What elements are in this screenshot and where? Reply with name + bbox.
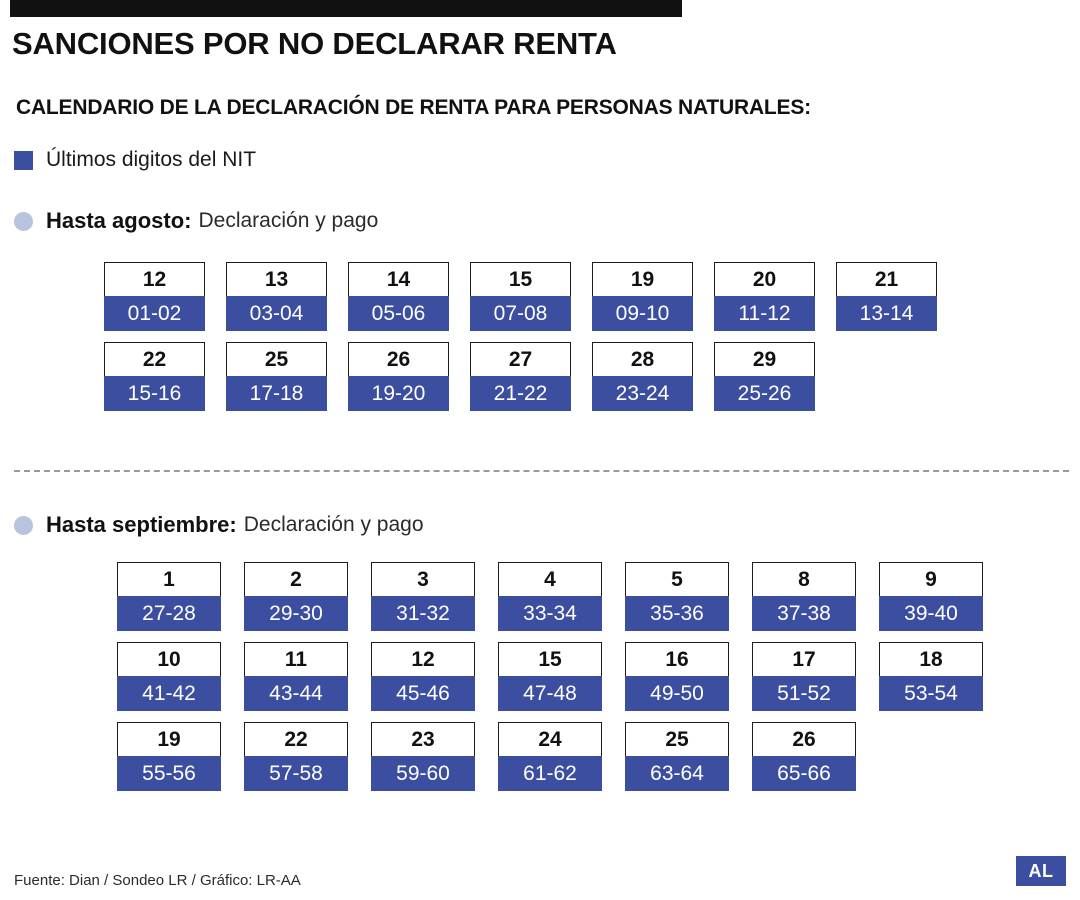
cell-range: 45-46 — [371, 676, 475, 711]
cell-range: 17-18 — [226, 376, 327, 411]
section-subtitle-septiembre: Declaración y pago — [243, 513, 424, 536]
source-credit: Fuente: Dian / Sondeo LR / Gráfico: LR-AA — [14, 872, 301, 889]
cell-day: 25 — [226, 342, 327, 376]
cell-range: 51-52 — [752, 676, 856, 711]
page-title: SANCIONES POR NO DECLARAR RENTA — [12, 26, 617, 61]
cell-day: 11 — [244, 642, 348, 676]
cell-range: 31-32 — [371, 596, 475, 631]
cell-day: 22 — [104, 342, 205, 376]
cell-day: 9 — [879, 562, 983, 596]
cell-day: 19 — [117, 722, 221, 756]
calendar-row — [117, 722, 983, 791]
legend-nit — [14, 148, 256, 172]
cell-day: 10 — [117, 642, 221, 676]
cell-range: 09-10 — [592, 296, 693, 331]
cell-day: 26 — [348, 342, 449, 376]
calendar-grid-septiembre — [117, 562, 983, 791]
cell-range: 47-48 — [498, 676, 602, 711]
cell-day: 18 — [879, 642, 983, 676]
calendar-cell[interactable] — [348, 342, 449, 411]
cell-day: 21 — [836, 262, 937, 296]
section-header-septiembre — [14, 512, 424, 538]
page-subtitle: CALENDARIO DE LA DECLARACIÓN DE RENTA PARA PERSONAS NATURALES: — [16, 96, 811, 119]
section-subtitle-agosto: Declaración y pago — [198, 209, 379, 232]
calendar-cell[interactable] — [348, 262, 449, 331]
cell-day: 8 — [752, 562, 856, 596]
calendar-cell[interactable] — [104, 342, 205, 411]
section-header-agosto — [14, 208, 378, 234]
cell-day: 2 — [244, 562, 348, 596]
section-title-septiembre: Hasta septiembre: — [46, 512, 237, 537]
cell-range: 25-26 — [714, 376, 815, 411]
brand-logo: AL — [1016, 856, 1066, 886]
calendar-cell[interactable] — [879, 562, 983, 631]
cell-day: 23 — [371, 722, 475, 756]
calendar-cell[interactable] — [371, 642, 475, 711]
cell-range: 15-16 — [104, 376, 205, 411]
cell-range: 53-54 — [879, 676, 983, 711]
cell-day: 22 — [244, 722, 348, 756]
cell-day: 26 — [752, 722, 856, 756]
cell-range: 11-12 — [714, 296, 815, 331]
cell-range: 29-30 — [244, 596, 348, 631]
calendar-cell[interactable] — [470, 342, 571, 411]
legend-nit-label: Últimos digitos del NIT — [46, 148, 257, 171]
calendar-row — [117, 562, 983, 631]
cell-range: 49-50 — [625, 676, 729, 711]
cell-range: 41-42 — [117, 676, 221, 711]
calendar-cell[interactable] — [244, 642, 348, 711]
cell-day: 17 — [752, 642, 856, 676]
calendar-cell[interactable] — [714, 262, 815, 331]
calendar-cell[interactable] — [226, 342, 327, 411]
calendar-cell[interactable] — [752, 562, 856, 631]
cell-day: 3 — [371, 562, 475, 596]
calendar-cell[interactable] — [752, 642, 856, 711]
cell-range: 33-34 — [498, 596, 602, 631]
calendar-cell[interactable] — [117, 562, 221, 631]
cell-range: 05-06 — [348, 296, 449, 331]
cell-range: 39-40 — [879, 596, 983, 631]
cell-range: 55-56 — [117, 756, 221, 791]
calendar-cell[interactable] — [371, 722, 475, 791]
cell-range: 03-04 — [226, 296, 327, 331]
cell-day: 24 — [498, 722, 602, 756]
cell-range: 19-20 — [348, 376, 449, 411]
cell-range: 07-08 — [470, 296, 571, 331]
section-title-agosto: Hasta agosto: — [46, 208, 192, 233]
calendar-grid-agosto — [104, 262, 937, 411]
calendar-cell[interactable] — [117, 642, 221, 711]
calendar-cell[interactable] — [836, 262, 937, 331]
cell-range: 61-62 — [498, 756, 602, 791]
cell-day: 27 — [470, 342, 571, 376]
calendar-cell[interactable] — [498, 722, 602, 791]
calendar-cell[interactable] — [625, 562, 729, 631]
cell-day: 1 — [117, 562, 221, 596]
calendar-cell[interactable] — [470, 262, 571, 331]
cell-range: 59-60 — [371, 756, 475, 791]
cell-day: 13 — [226, 262, 327, 296]
calendar-cell[interactable] — [117, 722, 221, 791]
cell-day: 25 — [625, 722, 729, 756]
calendar-cell[interactable] — [498, 642, 602, 711]
calendar-cell[interactable] — [592, 262, 693, 331]
cell-range: 13-14 — [836, 296, 937, 331]
cell-day: 29 — [714, 342, 815, 376]
section-divider — [14, 470, 1069, 472]
bullet-dot-icon — [14, 516, 33, 535]
cell-day: 15 — [470, 262, 571, 296]
calendar-cell[interactable] — [625, 642, 729, 711]
cell-day: 5 — [625, 562, 729, 596]
cell-range: 37-38 — [752, 596, 856, 631]
calendar-cell[interactable] — [625, 722, 729, 791]
cell-day: 20 — [714, 262, 815, 296]
calendar-row — [104, 262, 937, 331]
calendar-cell[interactable] — [104, 262, 205, 331]
cell-range: 23-24 — [592, 376, 693, 411]
calendar-cell[interactable] — [244, 562, 348, 631]
cell-day: 12 — [371, 642, 475, 676]
cell-day: 4 — [498, 562, 602, 596]
calendar-cell[interactable] — [592, 342, 693, 411]
cell-range: 43-44 — [244, 676, 348, 711]
calendar-cell[interactable] — [879, 642, 983, 711]
calendar-cell[interactable] — [498, 562, 602, 631]
cell-range: 65-66 — [752, 756, 856, 791]
legend-square-icon — [14, 151, 33, 170]
cell-range: 21-22 — [470, 376, 571, 411]
cell-range: 27-28 — [117, 596, 221, 631]
calendar-cell[interactable] — [714, 342, 815, 411]
calendar-row — [104, 342, 937, 411]
bullet-dot-icon — [14, 212, 33, 231]
calendar-row — [117, 642, 983, 711]
calendar-cell[interactable] — [371, 562, 475, 631]
cell-range: 63-64 — [625, 756, 729, 791]
cell-day: 16 — [625, 642, 729, 676]
calendar-cell[interactable] — [752, 722, 856, 791]
calendar-cell[interactable] — [226, 262, 327, 331]
cell-day: 28 — [592, 342, 693, 376]
cell-day: 19 — [592, 262, 693, 296]
cell-day: 14 — [348, 262, 449, 296]
cell-day: 12 — [104, 262, 205, 296]
cell-range: 35-36 — [625, 596, 729, 631]
cell-day: 15 — [498, 642, 602, 676]
top-black-bar — [10, 0, 682, 17]
cell-range: 57-58 — [244, 756, 348, 791]
cell-range: 01-02 — [104, 296, 205, 331]
calendar-cell[interactable] — [244, 722, 348, 791]
